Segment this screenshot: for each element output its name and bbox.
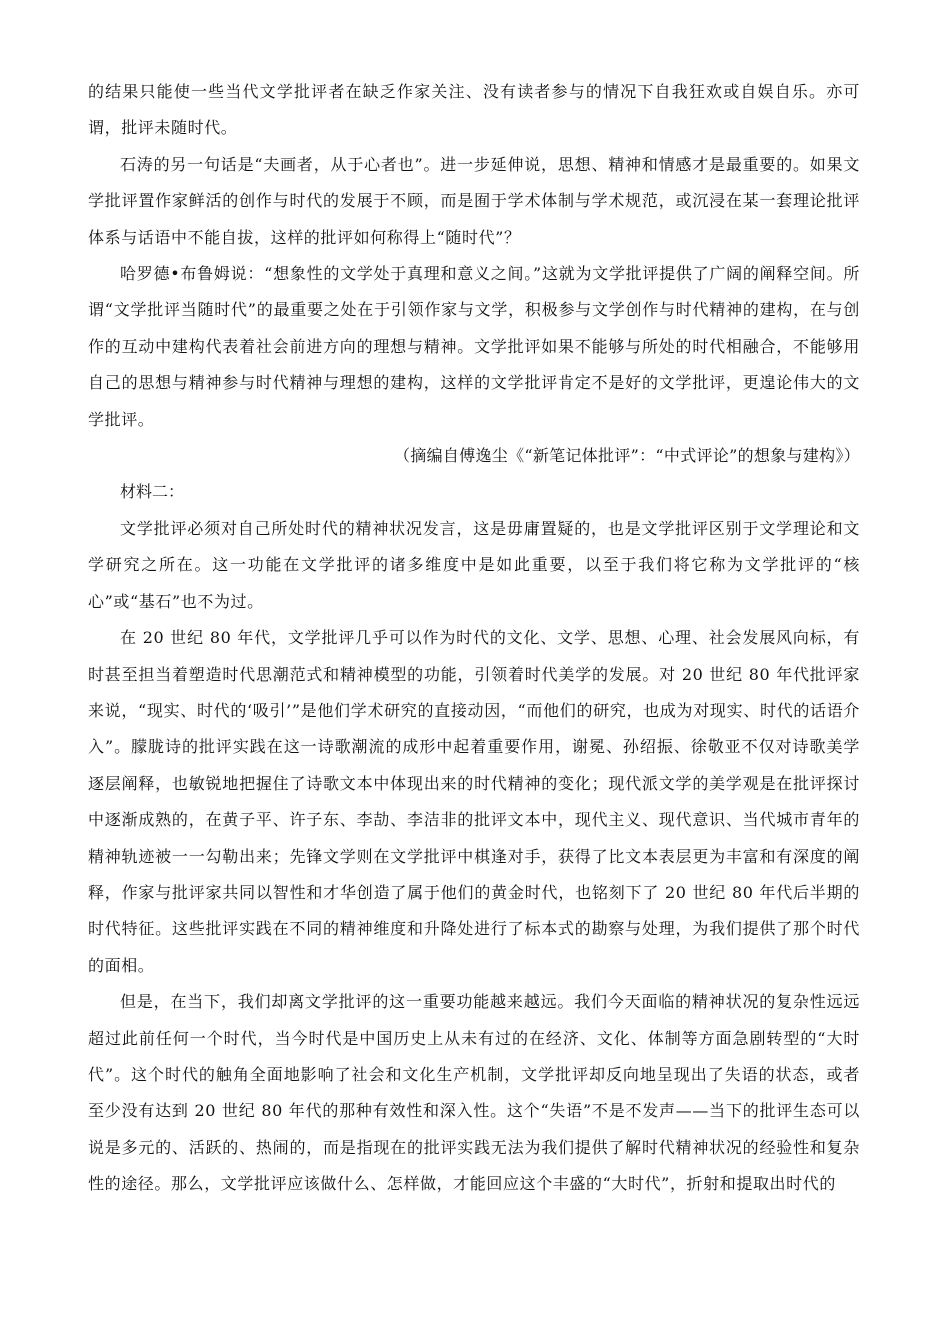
paragraph-material-intro: 文学批评必须对自己所处时代的精神状况发言，这是毋庸置疑的，也是文学批评区别于文学理论和文学研究之所在。这一功能在文学批评的诸多维度中是如此重要，以至于我们将它称为文学批评的“核心”或“基石”也不为过。 [88,518,860,611]
paragraph-bloom: 哈罗德•布鲁姆说：“想象性的文学处于真理和意义之间。”这就为文学批评提供了广阔的阐释空间。所谓“文学批评当随时代”的最重要之处在于引领作家与文学，积极参与文学创作与时代精神的建构，在与创作的互动中建构代表着社会前进方向的理想与精神。文学批评如果不能够与所处的时代相融合，不能够用自己的思想与精神参与时代精神与理想的建构，这样的文学批评肯定不是好的文学批评，更遑论伟大的文学批评。 [88,264,860,429]
document-page [88,74,860,1203]
material-two-heading: 材料二： [120,482,185,502]
paragraph-shitao: 石涛的另一句话是“夫画者，从于心者也”。进一步延伸说，思想、精神和情感才是最重要的。如果文学批评置作家鲜活的创作与时代的发展于不顾，而是囿于学术体制与学术规范，或沉浸在某一套理论批评体系与话语中不能自拔，这样的批评如何称得上“随时代”？ [88,154,860,247]
paragraph-present: 但是，在当下，我们却离文学批评的这一重要功能越来越远。我们今天面临的精神状况的复杂性远远超过此前任何一个时代，当今时代是中国历史上从未有过的在经济、文化、体制等方面急剧转型的“大时代”。这个时代的触角全面地影响了社会和文化生产机制，文学批评却反向地呈现出了失语的状态，或者至少没有达到 20 世纪 80 年代的那种有效性和深入性。这个“失语”不是不发声——当下的批评生态可以说是多元的、活跃的、热闹的，而是指现在的批评实践无法为我们提供了解时代精神状况的经验性和复杂性的途径。那么，文学批评应该做什么、怎样做，才能回应这个丰盛的“大时代”，折射和提取出时代的 [88,992,860,1194]
paragraph-1980s: 在 20 世纪 80 年代，文学批评几乎可以作为时代的文化、文学、思想、心理、社会发展风向标，有时甚至担当着塑造时代思潮范式和精神模型的功能，引领着时代美学的发展。对 20 世纪 80 年代批评家来说，“现实、时代的‘吸引’”是他们学术研究的直接动因，“而他们的研究，也成为对现实、时代的话语介入”。朦胧诗的批评实践在这一诗歌潮流的成形中起着重要作用，谢冕、孙绍振、徐敬亚不仅对诗歌美学逐层阐释，也敏锐地把握住了诗歌文本中体现出来的时代精神的变化；现代派文学的美学观是在批评探讨中逐渐成熟的，在黄子平、许子东、李劼、李洁非的批评文本中，现代主义、现代意识、当代城市青年的精神轨迹被一一勾勒出来；先锋文学则在文学批评中棋逢对手，获得了比文本表层更为丰富和有深度的阐释，作家与批评家共同以智性和才华创造了属于他们的黄金时代，也铭刻下了 20 世纪 80 年代后半期的时代特征。这些批评实践在不同的精神维度和升降处进行了标本式的勘察与处理，为我们提供了那个时代的面相。 [88,628,860,975]
source-citation: （摘编自傅逸尘《“新笔记体批评”：“中式评论”的想象与建构》） [393,446,860,466]
paragraph-continuation: 的结果只能使一些当代文学批评者在缺乏作家关注、没有读者参与的情况下自我狂欢或自娱自乐。亦可谓，批评未随时代。 [88,82,860,138]
